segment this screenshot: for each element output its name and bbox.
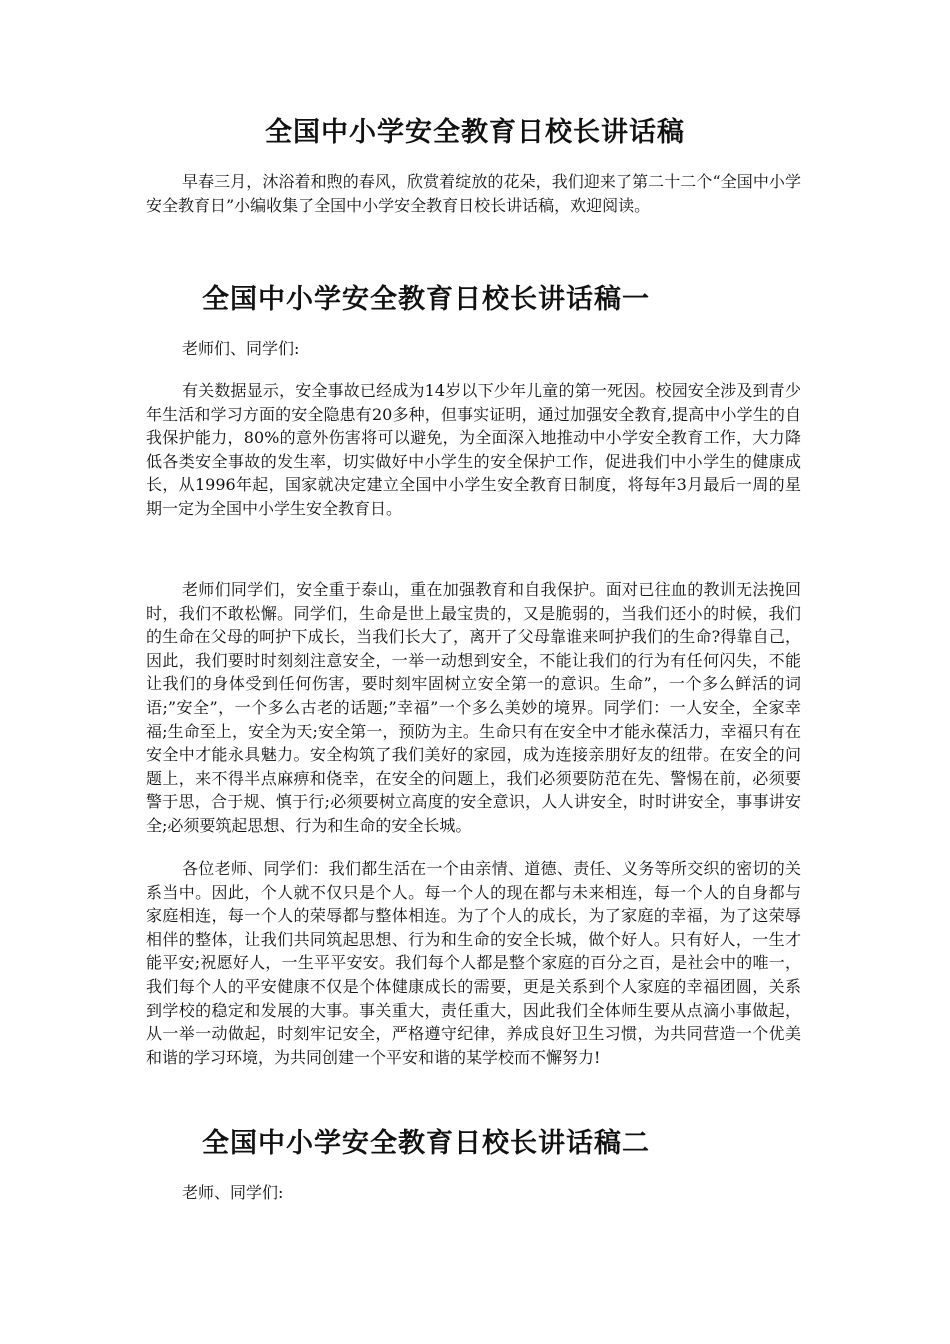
intro-paragraph: 早春三月，沐浴着和煦的春风，欣赏着绽放的花朵，我们迎来了第二十二个“全国中小学安全教育日”小编收集了全国中小学安全教育日校长讲话稿，欢迎阅读。 xyxy=(146,172,801,215)
section-heading-1: 全国中小学安全教育日校长讲话稿一 xyxy=(202,284,650,315)
document-title: 全国中小学安全教育日校长讲话稿 xyxy=(265,117,685,148)
salutation-2: 老师、同学们: xyxy=(182,1183,284,1202)
section-heading-2: 全国中小学安全教育日校长讲话稿二 xyxy=(202,1128,650,1159)
body-paragraph-3: 各位老师、同学们：我们都生活在一个由亲情、道德、责任、义务等所交织的密切的关系当中。因此，个人就不仅只是个人。每一个人的现在都与未来相连，每一个人的自身都与家庭相连，每一个人的荣辱都与整体相连。为了个人的成长，为了家庭的幸福，为了这荣辱相伴的整体，让我们共同筑起思想、行为和生命的安全长城，做个好人。只有好人，一生才能平安;祝愿好人，一生平平安安。我们每个人都是整个家庭的百分之百，是社会中的唯一，我们每个人的平安健康不仅是个体健康成长的需要，更是关系到个人家庭的幸福团圆，关系到学校的稳定和发展的大事。事关重大，责任重大，因此我们全体师生要从点滴小事做起，从一举一动做起，时刻牢记安全，严格遵守纪律，养成良好卫生习惯，为共同营造一个优美和谐的学习环境，为共同创建一个平安和谐的某学校而不懈努力! xyxy=(146,859,801,1067)
body-paragraph-1: 有关数据显示，安全事故已经成为14岁以下少年儿童的第一死因。校园安全涉及到青少年生活和学习方面的安全隐患有20多种，但事实证明，通过加强安全教育,提高中小学生的自我保护能力，80%的意外伤害将可以避免，为全面深入地推动中小学安全教育工作，大力降低各类安全事故的发生率，切实做好中小学生的安全保护工作，促进我们中小学生的健康成长，从1996年起，国家就决定建立全国中小学生安全教育日制度，将每年3月最后一周的星期一定为全国中小学生安全教育日。 xyxy=(146,381,801,518)
body-paragraph-2: 老师们同学们，安全重于泰山，重在加强教育和自我保护。面对已往血的教训无法挽回时，我们不敢松懈。同学们，生命是世上最宝贵的，又是脆弱的，当我们还小的时候，我们的生命在父母的呵护下成长，当我们长大了，离开了父母靠谁来呵护我们的生命?得靠自己，因此，我们要时时刻刻注意安全，一举一动想到安全，不能让我们的行为有任何闪失，不能让我们的身体受到任何伤害，要时刻牢固树立安全第一的意识。生命”，一个多么鲜活的词语;”安全”，一个多么古老的话题;”幸福”一个多么美妙的境界。同学们：一人安全，全家幸福;生命至上，安全为天;安全第一，预防为主。生命只有在安全中才能永葆活力，幸福只有在安全中才能永具魅力。安全构筑了我们美好的家园，成为连接亲朋好友的纽带。在安全的问题上，来不得半点麻痹和侥幸，在安全的问题上，我们必须要防范在先、警惕在前，必须要警于思，合于规、慎于行;必须要树立高度的安全意识，人人讲安全，时时讲安全，事事讲安全;必须要筑起思想、行为和生命的安全长城。 xyxy=(146,580,801,835)
salutation-1: 老师们、同学们: xyxy=(182,339,300,358)
